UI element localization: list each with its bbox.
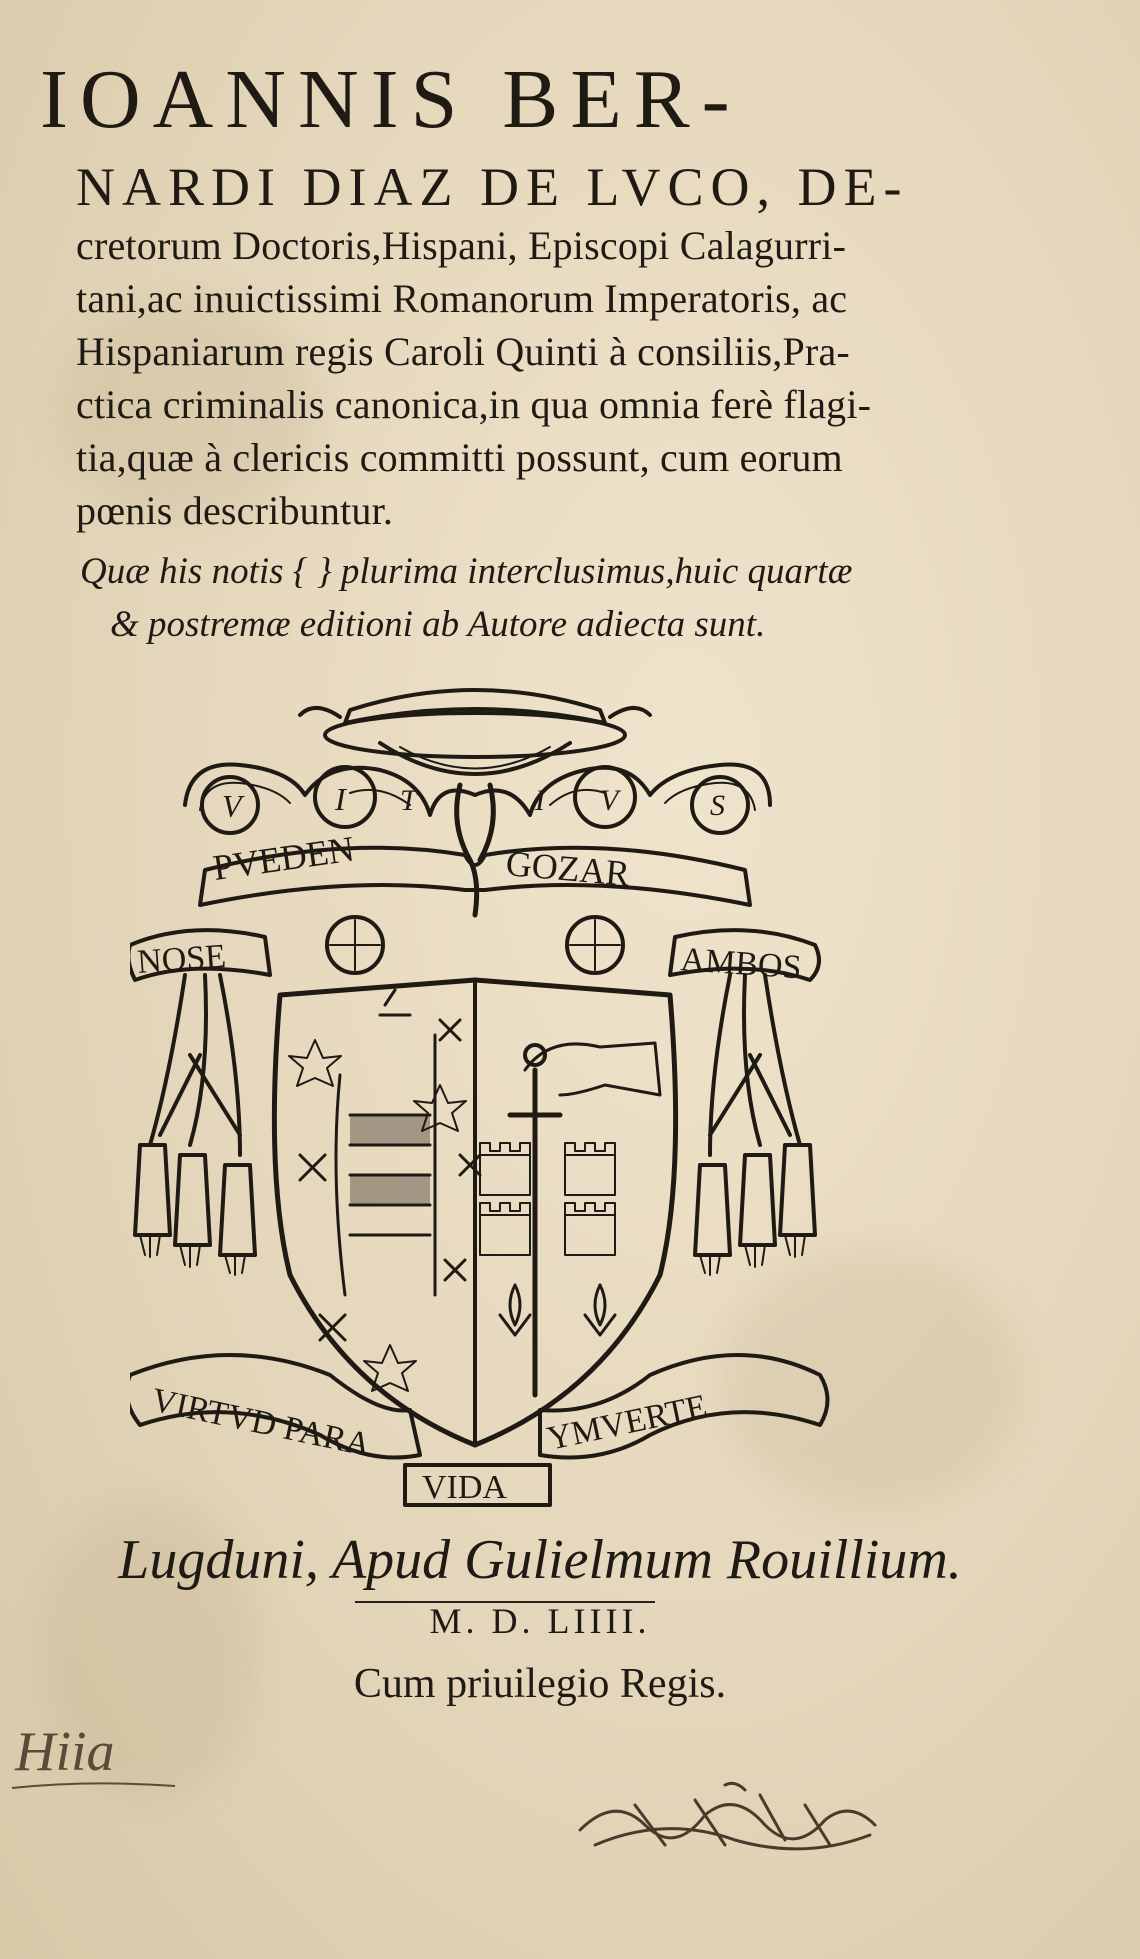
heraldic-shield-icon bbox=[274, 980, 675, 1445]
imprint-year: M. D. LIIII. bbox=[429, 1601, 651, 1641]
motto-bottom-left: VIRTVD PARA bbox=[148, 1381, 374, 1465]
title-body-line: ctica criminalis canonica,in qua omnia ferè flagi- bbox=[76, 382, 872, 427]
motto-bottom-center: VIDA bbox=[422, 1469, 507, 1506]
motto-left: NOSE bbox=[135, 937, 228, 981]
motto-bottom-right: YMVERTE bbox=[543, 1387, 711, 1458]
edition-note-line-1: Quæ his notis { } plurima interclusimus,huic quartæ bbox=[80, 551, 853, 592]
edition-note bbox=[80, 545, 1080, 651]
title-line-2: NARDI DIAZ DE LVCO, DE- bbox=[76, 157, 909, 217]
motto-upper-left: PVEDEN bbox=[210, 828, 357, 888]
title-block bbox=[40, 55, 1100, 537]
motto-upper-right: GOZAR bbox=[504, 843, 632, 894]
coat-of-arms-woodcut bbox=[130, 675, 850, 1525]
title-body-line: Hispaniarum regis Caroli Quinti à consiliis,Pra- bbox=[76, 329, 850, 374]
tassels-left-icon bbox=[135, 975, 255, 1275]
motto-right: AMBOS bbox=[679, 941, 803, 987]
motto-letter: T bbox=[400, 784, 417, 817]
motto-letter: I bbox=[335, 781, 346, 817]
title-body-line: pœnis describuntur. bbox=[76, 488, 394, 533]
title-body-line: cretorum Doctoris,Hispani, Episcopi Calagurri- bbox=[76, 223, 847, 268]
galero-hat-icon bbox=[300, 690, 650, 774]
tassels-right-icon bbox=[695, 975, 815, 1275]
imprint-place: Lugduni, Apud Gulielmum Rouillium. bbox=[118, 1529, 962, 1591]
imprint-privilege: Cum priuilegio Regis. bbox=[353, 1661, 727, 1707]
title-body-line: tani,ac inuictissimi Romanorum Imperatoris, ac bbox=[76, 276, 848, 321]
motto-letter: S bbox=[710, 789, 725, 822]
ownership-signature-icon bbox=[575, 1775, 885, 1870]
motto-letter: I bbox=[535, 784, 545, 817]
title-body-line: tia,quæ à clericis committi possunt, cum eorum bbox=[76, 435, 843, 480]
margin-note-text: Hiia bbox=[15, 1721, 115, 1783]
title-line-1: IOANNIS BER- bbox=[40, 53, 742, 146]
motto-letter: V bbox=[600, 784, 619, 817]
margin-handwriting bbox=[10, 1700, 180, 1800]
edition-note-line-2: & postremæ editioni ab Autore adiecta sunt. bbox=[110, 604, 766, 645]
motto-letter: V bbox=[222, 788, 242, 824]
